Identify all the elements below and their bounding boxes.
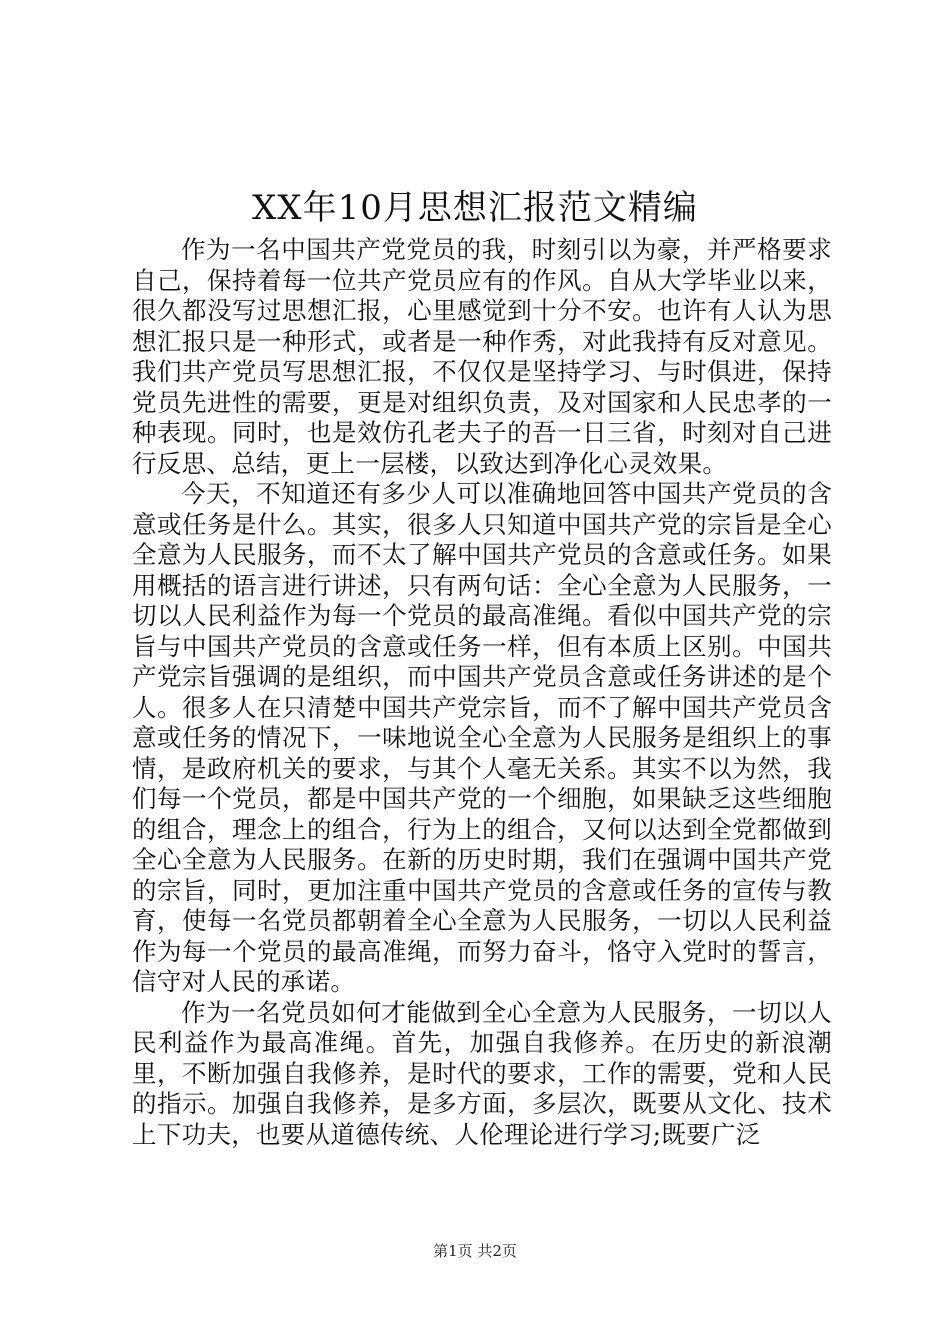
document-title: XX年10月思想汇报范文精编: [252, 188, 698, 228]
paragraph-3: 作为一名党员如何才能做到全心全意为人民服务，一切以人民利益作为最高准绳。首先，加强自我修养。在历史的新浪潮里，不断加强自我修养，是时代的要求，工作的需要，党和人民的指示。加强自我修养，是多方面，多层次，既要从文化、技术上下功夫，也要从道德传统、人伦理论进行学习;既要广泛: [132, 997, 832, 1149]
paragraph-1: 作为一名中国共产党党员的我，时刻引以为豪，并严格要求自己，保持着每一位共产党员应有的作风。自从大学毕业以来，很久都没写过思想汇报，心里感觉到十分不安。也许有人认为思想汇报只是一种形式，或者是一种作秀，对此我持有反对意见。我们共产党员写思想汇报，不仅仅是坚持学习、与时俱进，保持党员先进性的需要，更是对组织负责，及对国家和人民忠孝的一种表现。同时，也是效仿孔老夫子的吾一日三省，时刻对自己进行反思、总结，更上一层楼，以致达到净化心灵效果。: [132, 235, 832, 478]
page-number-footer: 第1页 共2页: [433, 1242, 517, 1260]
document-body: [132, 235, 832, 1150]
paragraph-2: 今天，不知道还有多少人可以准确地回答中国共产党员的含意或任务是什么。其实，很多人只知道中国共产党的宗旨是全心全意为人民服务，而不太了解中国共产党员的含意或任务。如果用概括的语言进行讲述，只有两句话：全心全意为人民服务，一切以人民利益作为每一个党员的最高准绳。看似中国共产党的宗旨与中国共产党员的含意或任务一样，但有本质上区别。中国共产党宗旨强调的是组织，而中国共产党员含意或任务讲述的是个人。很多人在只清楚中国共产党宗旨，而不了解中国共产党员含意或任务的情况下，一味地说全心全意为人民服务是组织上的事情，是政府机关的要求，与其个人毫无关系。其实不以为然，我们每一个党员，都是中国共产党的一个细胞，如果缺乏这些细胞的组合，理念上的组合，行为上的组合，又何以达到全党都做到全心全意为人民服务。在新的历史时期，我们在强调中国共产党的宗旨，同时，更加注重中国共产党员的含意或任务的宣传与教育，使每一名党员都朝着全心全意为人民服务，一切以人民利益作为每一个党员的最高准绳，而努力奋斗，恪守入党时的誓言，信守对人民的承诺。: [132, 479, 832, 996]
